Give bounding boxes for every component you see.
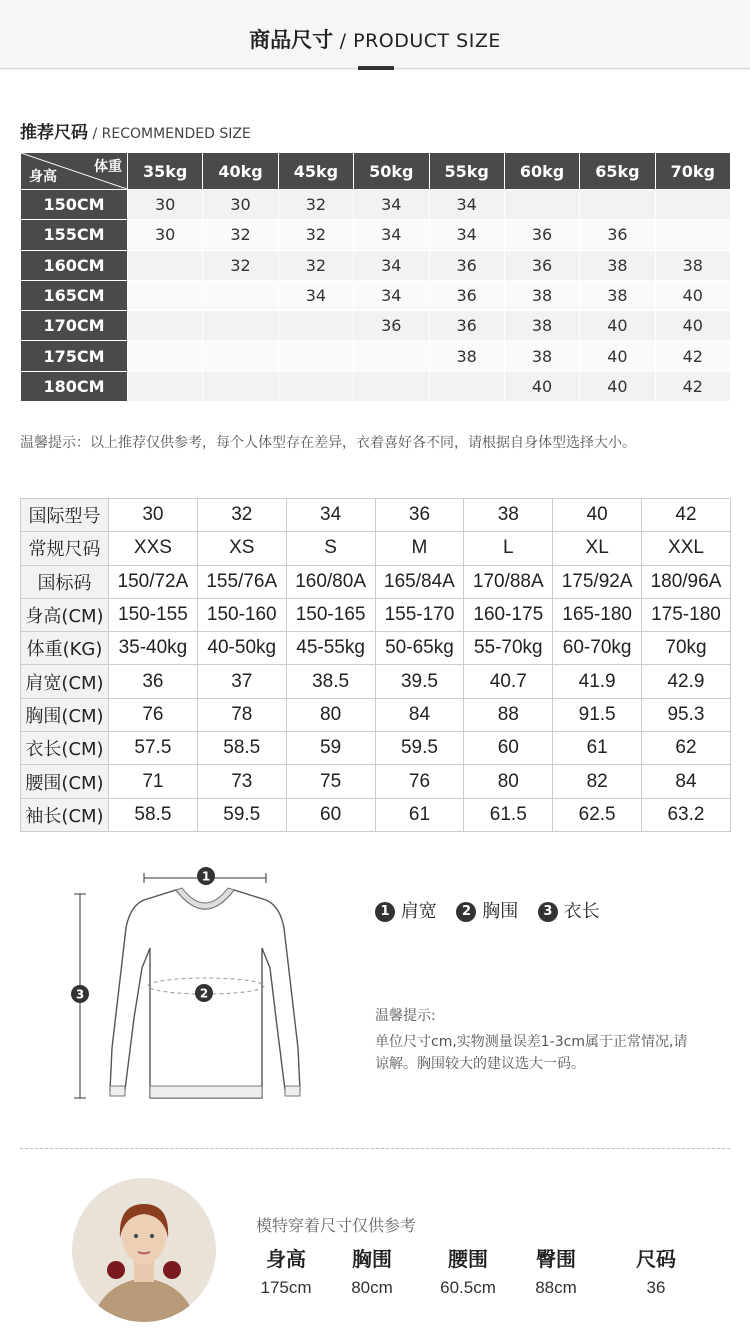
height-label: 175CM — [21, 341, 128, 371]
size-chart-cell: 59 — [286, 732, 375, 765]
header-accent-bar — [358, 66, 394, 70]
size-chart-cell: 91.5 — [553, 698, 642, 731]
size-chart-label: 国标码 — [21, 565, 109, 598]
sweater-cuff-left — [110, 1086, 125, 1096]
size-chart-cell: 60-70kg — [553, 632, 642, 665]
size-chart-cell: 95.3 — [642, 698, 731, 731]
recommended-size-cell: 42 — [655, 371, 730, 401]
size-chart-cell: XXL — [642, 532, 731, 565]
recommended-size-cell: 38 — [655, 250, 730, 280]
recommended-size-cell: 30 — [203, 190, 278, 220]
recommendation-tip: 温馨提示：以上推荐仅供参考，每个人体型存在差异，衣着喜好各不同，请根据自身体型选择大小。 — [20, 435, 636, 451]
model-stat-waist — [436, 1243, 500, 1298]
size-chart-cell: 80 — [286, 698, 375, 731]
size-chart-cell: XL — [553, 532, 642, 565]
size-chart-cell: 34 — [286, 499, 375, 532]
sweater-cuff-right — [285, 1086, 300, 1096]
recommended-size-cell: 34 — [354, 250, 429, 280]
size-chart-label: 体重(KG) — [21, 632, 109, 665]
size-chart-cell: 60 — [464, 732, 553, 765]
model-caption: 模特穿着尺寸仅供参考 — [256, 1216, 417, 1235]
size-chart-row — [21, 499, 731, 532]
legend-number: 3 — [538, 902, 558, 922]
size-chart-cell: S — [286, 532, 375, 565]
svg-text:2: 2 — [199, 986, 209, 1001]
size-chart-cell: 58.5 — [109, 798, 198, 831]
recommended-size-title — [20, 118, 251, 143]
recommended-size-cell — [655, 190, 730, 220]
size-chart-cell: 37 — [197, 665, 286, 698]
recommended-size-cell: 32 — [278, 190, 353, 220]
size-chart-cell: 45-55kg — [286, 632, 375, 665]
size-chart-row — [21, 632, 731, 665]
size-chart-label: 胸围(CM) — [21, 698, 109, 731]
marker-shoulder — [197, 867, 215, 885]
recommended-size-cell — [128, 280, 203, 310]
corner-weight-label: 体重 — [94, 159, 122, 175]
page-title-en: / PRODUCT SIZE — [333, 30, 501, 52]
recommended-size-cell: 40 — [655, 280, 730, 310]
svg-text:3: 3 — [75, 987, 85, 1002]
marker-length — [71, 985, 89, 1003]
size-chart-label: 国际型号 — [21, 499, 109, 532]
page-title — [0, 24, 750, 54]
height-label: 160CM — [21, 250, 128, 280]
size-chart-cell: 59.5 — [375, 732, 464, 765]
recommended-size-cell: 32 — [203, 220, 278, 250]
size-chart-cell: 155-170 — [375, 598, 464, 631]
size-chart-label: 袖长(CM) — [21, 798, 109, 831]
legend-label: 胸围 — [482, 901, 519, 922]
recommended-size-cell: 36 — [354, 311, 429, 341]
measurement-legend — [375, 897, 614, 923]
size-chart-cell: 61 — [553, 732, 642, 765]
stat-label: 腰围 — [448, 1247, 488, 1271]
recommended-size-cell — [128, 341, 203, 371]
recommended-size-cell: 40 — [580, 311, 655, 341]
size-chart-cell: 41.9 — [553, 665, 642, 698]
recommended-size-cell: 32 — [203, 250, 278, 280]
size-chart-row — [21, 732, 731, 765]
size-chart-label: 身高(CM) — [21, 598, 109, 631]
recommended-size-cell — [278, 371, 353, 401]
stat-value: 88cm — [535, 1278, 577, 1297]
weight-header: 65kg — [580, 153, 655, 190]
size-chart-cell: M — [375, 532, 464, 565]
size-chart-cell: 40 — [553, 499, 642, 532]
size-chart-cell: 42 — [642, 499, 731, 532]
size-chart-cell: 71 — [109, 765, 198, 798]
size-chart-cell: 78 — [197, 698, 286, 731]
recommended-size-cell: 40 — [655, 311, 730, 341]
recommended-size-cell — [504, 190, 579, 220]
recommended-row — [21, 280, 731, 310]
recommended-size-cell: 38 — [504, 280, 579, 310]
size-chart-cell: 38 — [464, 499, 553, 532]
recommended-size-cell — [429, 371, 504, 401]
size-chart-cell: 36 — [375, 499, 464, 532]
note-body: 单位尺寸cm,实物测量误差1-3cm属于正常情况,请谅解。胸围较大的建议选大一码。 — [375, 1034, 688, 1072]
recommended-size-cell: 40 — [580, 371, 655, 401]
recommended-size-cell — [580, 190, 655, 220]
recommended-size-cell: 36 — [429, 311, 504, 341]
size-chart-cell: 160/80A — [286, 565, 375, 598]
size-chart-cell: 55-70kg — [464, 632, 553, 665]
size-chart-cell: 75 — [286, 765, 375, 798]
recommended-size-cell: 36 — [580, 220, 655, 250]
weight-header: 35kg — [128, 153, 203, 190]
height-label: 180CM — [21, 371, 128, 401]
size-chart-cell: 35-40kg — [109, 632, 198, 665]
corner-height-label: 身高 — [29, 169, 57, 185]
legend-number: 1 — [375, 902, 395, 922]
stat-value: 175cm — [260, 1278, 312, 1297]
recommended-size-cell: 34 — [354, 220, 429, 250]
note-title: 温馨提示: — [375, 1008, 436, 1024]
recommended-size-cell: 32 — [278, 220, 353, 250]
size-chart-cell: 82 — [553, 765, 642, 798]
recommended-size-cell — [128, 371, 203, 401]
size-chart-cell: 50-65kg — [375, 632, 464, 665]
stat-value: 80cm — [351, 1278, 393, 1297]
size-chart-cell: XS — [197, 532, 286, 565]
height-label: 150CM — [21, 190, 128, 220]
recommended-size-cell: 34 — [429, 190, 504, 220]
recommended-size-cell — [203, 280, 278, 310]
legend-item-chest — [456, 901, 518, 922]
size-chart-cell: 160-175 — [464, 598, 553, 631]
recommended-size-cell: 36 — [504, 220, 579, 250]
legend-label: 衣长 — [563, 901, 600, 922]
recommended-size-cell — [128, 250, 203, 280]
size-chart-cell: L — [464, 532, 553, 565]
recommended-row — [21, 250, 731, 280]
size-chart-cell: XXS — [109, 532, 198, 565]
height-label: 165CM — [21, 280, 128, 310]
size-chart-cell: 39.5 — [375, 665, 464, 698]
size-chart-table — [20, 498, 731, 832]
size-chart-cell: 84 — [375, 698, 464, 731]
size-chart-cell: 84 — [642, 765, 731, 798]
size-chart-row — [21, 532, 731, 565]
stat-label: 尺码 — [636, 1247, 676, 1271]
recommended-size-cell: 32 — [278, 250, 353, 280]
recommended-size-cell — [203, 371, 278, 401]
legend-label: 肩宽 — [400, 901, 437, 922]
recommended-size-cell: 30 — [128, 220, 203, 250]
size-chart-cell: 30 — [109, 499, 198, 532]
size-chart-cell: 38.5 — [286, 665, 375, 698]
stat-label: 身高 — [266, 1247, 306, 1271]
recommended-size-cell: 34 — [354, 280, 429, 310]
size-chart-row — [21, 698, 731, 731]
size-chart-label: 肩宽(CM) — [21, 665, 109, 698]
svg-text:1: 1 — [201, 869, 211, 884]
legend-item-shoulder — [375, 901, 437, 922]
size-chart-cell: 155/76A — [197, 565, 286, 598]
size-chart-cell: 63.2 — [642, 798, 731, 831]
size-chart-cell: 150/72A — [109, 565, 198, 598]
size-chart-cell: 76 — [109, 698, 198, 731]
model-stat-hip — [528, 1243, 584, 1298]
size-chart-cell: 180/96A — [642, 565, 731, 598]
recommended-body — [21, 190, 731, 402]
size-chart-cell: 150-165 — [286, 598, 375, 631]
model-photo — [72, 1178, 216, 1322]
recommended-title-en: / RECOMMENDED SIZE — [88, 126, 251, 142]
size-chart-cell: 170/88A — [464, 565, 553, 598]
stat-value: 36 — [646, 1278, 666, 1297]
size-chart-cell: 150-160 — [197, 598, 286, 631]
model-stat-bust — [344, 1243, 400, 1298]
size-chart-row — [21, 665, 731, 698]
recommended-size-cell — [128, 311, 203, 341]
corner-cell — [21, 153, 128, 190]
recommended-size-cell — [278, 341, 353, 371]
recommended-row — [21, 311, 731, 341]
recommended-size-cell — [278, 311, 353, 341]
size-chart-row — [21, 598, 731, 631]
recommended-size-cell — [203, 341, 278, 371]
size-chart-label: 衣长(CM) — [21, 732, 109, 765]
weight-header: 70kg — [655, 153, 730, 190]
size-chart-cell: 32 — [197, 499, 286, 532]
size-chart-cell: 150-155 — [109, 598, 198, 631]
recommended-size-cell: 42 — [655, 341, 730, 371]
legend-number: 2 — [456, 902, 476, 922]
size-chart-cell: 59.5 — [197, 798, 286, 831]
legend-item-length — [538, 901, 600, 922]
recommended-size-cell: 34 — [278, 280, 353, 310]
size-chart-cell: 73 — [197, 765, 286, 798]
stat-label: 胸围 — [352, 1247, 392, 1271]
recommended-size-cell: 34 — [429, 220, 504, 250]
size-chart-cell: 62 — [642, 732, 731, 765]
size-chart-label: 腰围(CM) — [21, 765, 109, 798]
recommended-row — [21, 220, 731, 250]
recommended-size-cell: 30 — [128, 190, 203, 220]
size-chart-cell: 36 — [109, 665, 198, 698]
recommended-size-cell: 38 — [580, 250, 655, 280]
page-header — [0, 0, 750, 70]
recommended-size-cell: 38 — [580, 280, 655, 310]
size-chart-cell: 42.9 — [642, 665, 731, 698]
size-chart-cell: 175-180 — [642, 598, 731, 631]
size-chart-row — [21, 565, 731, 598]
size-chart-cell: 80 — [464, 765, 553, 798]
weight-header: 50kg — [354, 153, 429, 190]
weight-header: 45kg — [278, 153, 353, 190]
size-chart-cell: 165-180 — [553, 598, 642, 631]
recommended-size-cell: 40 — [580, 341, 655, 371]
weight-header: 40kg — [203, 153, 278, 190]
size-chart-row — [21, 765, 731, 798]
recommended-size-cell: 40 — [504, 371, 579, 401]
recommended-row — [21, 341, 731, 371]
size-chart-label: 常规尺码 — [21, 532, 109, 565]
recommended-size-cell: 38 — [429, 341, 504, 371]
height-label: 155CM — [21, 220, 128, 250]
size-chart-cell: 58.5 — [197, 732, 286, 765]
recommended-size-cell: 38 — [504, 341, 579, 371]
stat-label: 臀围 — [536, 1247, 576, 1271]
recommended-size-cell: 38 — [504, 311, 579, 341]
size-chart-cell: 57.5 — [109, 732, 198, 765]
size-chart-cell: 40.7 — [464, 665, 553, 698]
recommended-title-cn: 推荐尺码 — [20, 123, 88, 143]
recommended-size-cell: 36 — [504, 250, 579, 280]
recommended-row — [21, 190, 731, 220]
recommended-size-cell: 34 — [354, 190, 429, 220]
size-chart-cell: 76 — [375, 765, 464, 798]
size-chart-cell: 62.5 — [553, 798, 642, 831]
recommended-size-cell: 36 — [429, 280, 504, 310]
recommended-size-cell: 36 — [429, 250, 504, 280]
page-title-cn: 商品尺寸 — [249, 28, 334, 52]
recommended-size-cell — [655, 220, 730, 250]
size-chart-cell: 40-50kg — [197, 632, 286, 665]
recommended-size-cell — [203, 311, 278, 341]
size-chart-row — [21, 798, 731, 831]
sweater-hem — [150, 1086, 262, 1098]
sweater-measurement-diagram — [60, 858, 320, 1118]
recommended-size-cell — [354, 371, 429, 401]
weight-header: 55kg — [429, 153, 504, 190]
height-label: 170CM — [21, 311, 128, 341]
size-chart-cell: 88 — [464, 698, 553, 731]
size-chart-cell: 61 — [375, 798, 464, 831]
size-chart-cell: 175/92A — [553, 565, 642, 598]
stat-value: 60.5cm — [440, 1278, 496, 1297]
recommended-size-table — [20, 152, 731, 402]
section-divider — [20, 1148, 730, 1149]
model-stat-height — [256, 1243, 316, 1298]
recommended-size-cell — [354, 341, 429, 371]
size-chart-cell: 60 — [286, 798, 375, 831]
size-chart-cell: 61.5 — [464, 798, 553, 831]
marker-chest — [195, 984, 213, 1002]
size-chart-body — [21, 499, 731, 832]
size-chart-cell: 165/84A — [375, 565, 464, 598]
model-stat-size — [628, 1243, 684, 1298]
recommended-header-row — [21, 153, 731, 190]
weight-header: 60kg — [504, 153, 579, 190]
recommended-row — [21, 371, 731, 401]
size-chart-cell: 70kg — [642, 632, 731, 665]
